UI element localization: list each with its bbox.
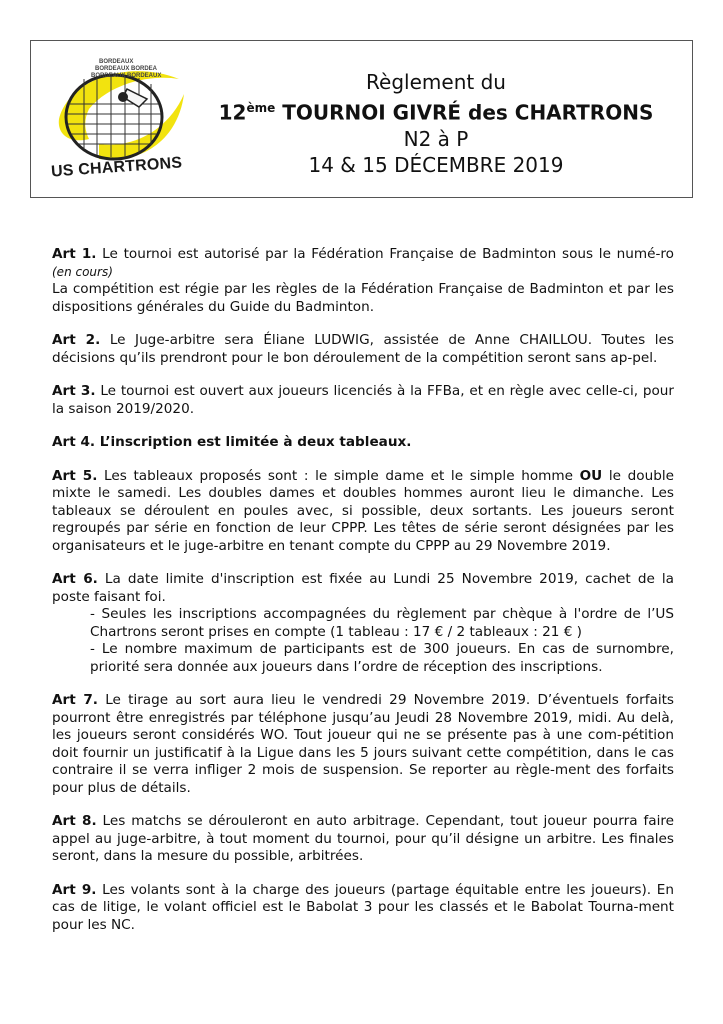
title-line-4: 14 & 15 DÉCEMBRE 2019 [308, 152, 564, 177]
article-2 [52, 332, 674, 367]
article-bullet: - Le nombre maximum de participants est de 300 joueurs. En cas de surnombre, priorité sera donnée aux joueurs dans l’ordre de réception des inscriptions. [90, 641, 674, 675]
article-text: Les tableaux proposés sont : le simple dame et le simple homme [97, 467, 580, 484]
svg-text:BORDEAUX: BORDEAUX [99, 59, 134, 65]
article-text: Les volants sont à la charge des joueurs (partage équitable entre les joueurs). En cas de litige, le volant officiel est le Babolat 3 pour les classés et le Babolat Tourna-ment pour les NC. [52, 881, 674, 933]
article-text: La date limite d'inscription est fixée au Lundi 25 Novembre 2019, cachet de la poste faisant foi. [52, 571, 675, 605]
article-text: Le Juge-arbitre sera Éliane LUDWIG, assistée de Anne CHAILLOU. Toutes les décisions qu’ils prendront pour le bon déroulement de la compétition seront sans ap-pel. [52, 332, 674, 366]
article-1 [52, 246, 674, 316]
article-5 [52, 468, 674, 556]
article-text: Le tirage au sort aura lieu le vendredi 29 Novembre 2019. D’éventuels forfaits pourront être enregistrés par téléphone jusqu’au Jeudi 28 Novembre 2019, midi. Au delà, les joueurs seront considérés WO. Tout joueur qui ne se présente pas à une com-pétition doit fournir un justificatif à la Ligue dans les 5 jours suivant cette compétition, dans le cas contraire il se verra infliger 2 mois de suspension. Se reporter au règle-ment des forfaits pour plus de détails. [52, 692, 675, 796]
rules-body [52, 246, 674, 950]
article-label: Art 5. [52, 467, 98, 484]
header-box [30, 40, 693, 198]
article-8 [52, 813, 674, 866]
title-edition-number: 12 [218, 100, 247, 125]
article-label: Art 7. [52, 692, 98, 708]
article-note: (en cours) [52, 264, 113, 279]
title-edition-sup: ème [246, 101, 276, 115]
logo-text: US CHARTRONS [50, 154, 183, 181]
article-text: La compétition est régie par les règles de la Fédération Française de Badminton et par les dispositions générales du Guide du Badminton. [52, 281, 674, 315]
article-9 [52, 882, 674, 935]
article-7 [52, 692, 674, 797]
title-line-3: N2 à P [403, 126, 469, 151]
article-bullet: - Seules les inscriptions accompagnées du règlement par chèque à l'ordre de l’US Chartrons seront prises en compte (1 tableau : 17 € / 2 tableaux : 21 € ) [90, 606, 674, 640]
svg-text:BORDEAUX BORDEAUX: BORDEAUX BORDEAUX [91, 73, 162, 79]
document-title [191, 69, 681, 178]
article-text: Les matchs se dérouleront en auto arbitrage. Cependant, tout joueur pourra faire appel au juge-arbitre, à tout moment du tournoi, pour qu’il désigne un arbitre. Les finales seront, dans la mesure du possible, arbitrées. [52, 813, 675, 864]
article-6 [52, 571, 674, 676]
article-text: le double mixte le samedi. Les doubles dames et doubles hommes auront lieu le dimanche. Les tableaux se déroulent en poules avec, si possible, deux sortants. Les joueurs seront regroupés par série en fonction de leur CPPP. Les têtes de série seront désignées par les organisateurs et le juge-arbitre en tenant compte du CPPP au 29 Novembre 2019. [52, 467, 674, 554]
article-label: Art 3. [52, 383, 96, 399]
title-line-1: Règlement du [366, 70, 506, 94]
article-text: Le tournoi est autorisé par la Fédération Française de Badminton sous le numé-ro [96, 246, 674, 262]
article-label: Art 2. [52, 332, 101, 348]
article-label: Art 1. [52, 246, 97, 262]
article-label: Art 6. [52, 571, 98, 587]
title-tournament-name: TOURNOI GIVRÉ des CHARTRONS [275, 100, 654, 125]
article-emphasis: OU [579, 467, 603, 484]
article-text: Le tournoi est ouvert aux joueurs licenciés à la FFBa, et en règle avec celle-ci, pour la saison 2019/2020. [52, 383, 675, 417]
article-label: Art 9. [52, 881, 97, 898]
article-4: Art 4. L’inscription est limitée à deux tableaux. [52, 434, 412, 450]
svg-text:BORDEAUX BORDEA: BORDEAUX BORDEA [95, 66, 158, 72]
title-line-2 [191, 95, 681, 126]
article-label: Art 8. [52, 813, 97, 829]
article-3 [52, 383, 674, 418]
